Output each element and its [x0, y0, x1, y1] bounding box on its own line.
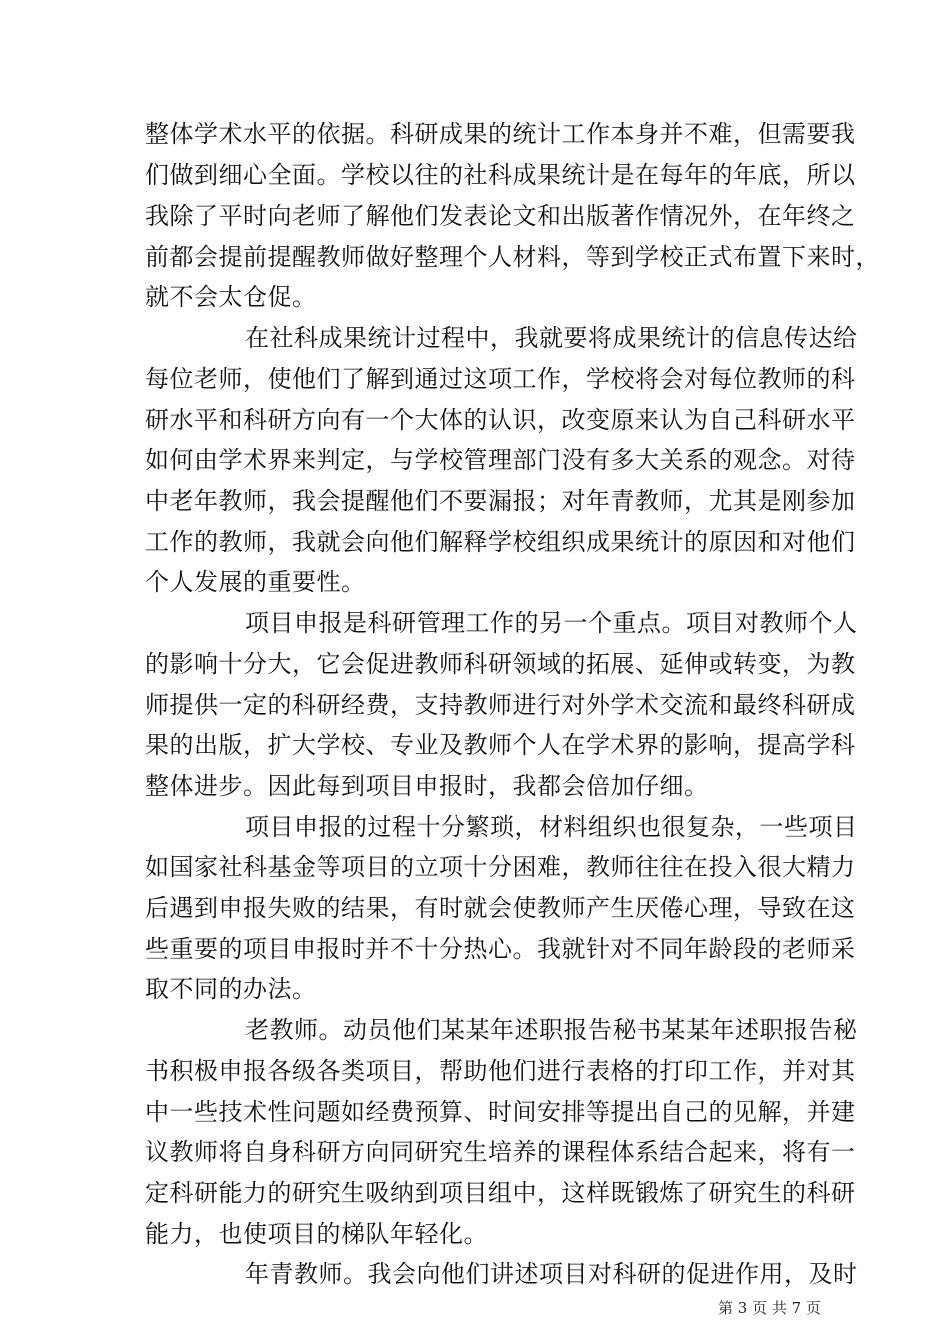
text-line: 如国家社科基金等项目的立项十分困难，教师往往在投入很大精力 — [145, 853, 856, 881]
text-line: 前都会提前提醒教师做好整理个人材料，等到学校正式布置下来时， — [145, 243, 880, 271]
text-line: 能力，也使项目的梯队年轻化。 — [145, 1220, 488, 1248]
text-line: 中一些技术性问题如经费预算、时间安排等提出自己的见解，并建 — [145, 1098, 856, 1126]
paragraph-first-line: 年青教师。我会向他们讲述项目对科研的促进作用，及时 — [245, 1260, 858, 1288]
text-line: 整体学术水平的依据。科研成果的统计工作本身并不难，但需要我 — [145, 120, 856, 148]
text-line: 果的出版，扩大学校、专业及教师个人在学术界的影响，提高学科 — [145, 731, 856, 759]
text-line: 些重要的项目申报时并不十分热心。我就针对不同年龄段的老师采 — [145, 935, 856, 963]
text-line: 就不会太仓促。 — [145, 283, 317, 311]
paragraph-first-line: 老教师。动员他们某某年述职报告秘书某某年述职报告秘 — [245, 1016, 858, 1044]
text-line: 定科研能力的研究生吸纳到项目组中，这样既锻炼了研究生的科研 — [145, 1179, 856, 1207]
text-line: 中老年教师，我会提醒他们不要漏报；对年青教师，尤其是刚参加 — [145, 487, 856, 515]
paragraph-first-line: 项目申报是科研管理工作的另一个重点。项目对教师个人 — [245, 609, 858, 637]
text-line: 的影响十分大，它会促进教师科研领域的拓展、延伸或转变，为教 — [145, 650, 856, 678]
text-line: 书积极申报各级各类项目，帮助他们进行表格的打印工作，并对其 — [145, 1057, 856, 1085]
paragraph-first-line: 在社科成果统计过程中，我就要将成果统计的信息传达给 — [245, 324, 858, 352]
text-line: 我除了平时向老师了解他们发表论文和出版著作情况外，在年终之 — [145, 202, 856, 230]
text-line: 整体进步。因此每到项目申报时，我都会倍加仔细。 — [145, 772, 709, 800]
text-line: 取不同的办法。 — [145, 975, 317, 1003]
paragraph-first-line: 项目申报的过程十分繁琐，材料组织也很复杂，一些项目 — [245, 813, 858, 841]
text-line: 后遇到申报失败的结果，有时就会使教师产生厌倦心理，导致在这 — [145, 894, 856, 922]
text-line: 个人发展的重要性。 — [145, 568, 366, 596]
text-line: 工作的教师，我就会向他们解释学校组织成果统计的原因和对他们 — [145, 528, 856, 556]
text-line: 如何由学术界来判定，与学校管理部门没有多大关系的观念。对待 — [145, 446, 856, 474]
text-line: 们做到细心全面。学校以往的社科成果统计是在每年的年底，所以 — [145, 161, 856, 189]
text-line: 师提供一定的科研经费，支持教师进行对外学术交流和最终科研成 — [145, 691, 856, 719]
text-line: 议教师将自身科研方向同研究生培养的课程体系结合起来，将有一 — [145, 1138, 856, 1166]
page-number: 第 3 页 共 7 页 — [718, 1299, 821, 1317]
text-line: 每位老师，使他们了解到通过这项工作，学校将会对每位教师的科 — [145, 365, 856, 393]
text-line: 研水平和科研方向有一个大体的认识，改变原来认为自己科研水平 — [145, 406, 856, 434]
